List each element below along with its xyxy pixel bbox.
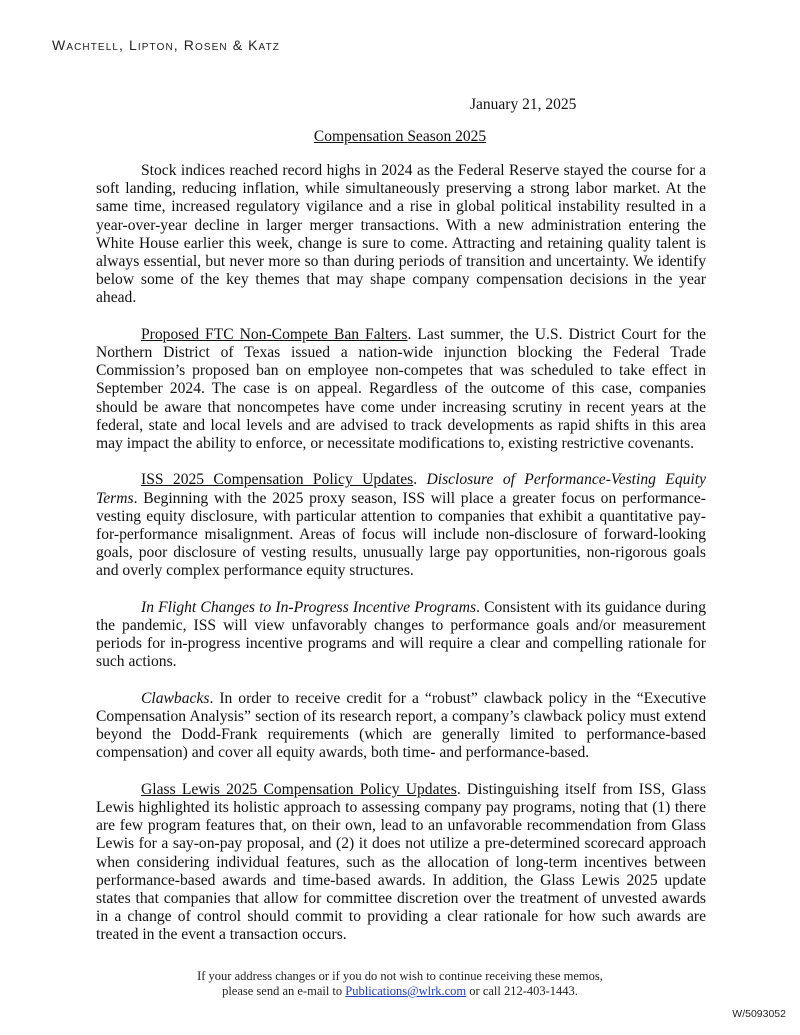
iss-heading: ISS 2025 Compensation Policy Updates (141, 471, 414, 489)
iss-paragraph (96, 471, 706, 580)
publications-email-link[interactable]: Publications@wlrk.com (345, 984, 467, 998)
ftc-paragraph (96, 326, 706, 453)
iss-subheading: Disclosure of Performance-Vesting Equity Terms (96, 471, 707, 507)
footer-line-1: If your address changes or if you do not wish to continue receiving these memos, (197, 969, 603, 983)
firm-name-header: Wachtell, Lipton, Rosen & Katz (52, 37, 280, 53)
memo-footer (0, 969, 800, 999)
memo-title-text: Compensation Season 2025 (313, 128, 487, 145)
inflight-body: . Consistent with its guidance during the pandemic, ISS will view unfavorably changes to performance goals and/or measurement periods for in-progress incentive programs and will require a clear and compelling rationale for such actions. (96, 598, 707, 671)
ftc-body: . Last summer, the U.S. District Court for the Northern District of Texas issued a nation-wide injunction blocking the Federal Trade Commission’s proposed ban on employee non-competes that was scheduled to take effect in September 2024. The case is on appeal. Regardless of the outcome of this case, companies should be aware that noncompetes have come under increasing scrutiny in recent years at the federal, state and local levels and are advised to track developments as rapid shifts in this area may impact the ability to enforce, or necessitate modifications to, existing restrictive covenants. (96, 325, 706, 453)
clawbacks-paragraph (96, 690, 706, 763)
ftc-heading: Proposed FTC Non-Compete Ban Falters (141, 325, 408, 343)
memo-body (96, 162, 706, 963)
footer-line-2-prefix: please send an e-mail to (222, 984, 346, 998)
glass-lewis-paragraph (96, 781, 706, 945)
memo-title (0, 128, 800, 146)
glass-lewis-heading: Glass Lewis 2025 Compensation Policy Updates (141, 780, 457, 798)
glass-lewis-body: . Distinguishing itself from ISS, Glass Lewis highlighted its holistic approach to assessing company pay programs, noting that (1) there are few program features that, on their own, lead to an unfavorable recommendation from Glass Lewis for a say-on-pay proposal, and (2) it does not utilize a pre-determined scorecard approach when considering individual features, such as the allocation of long-term incentives between performance-based awards and time-based awards. In addition, the Glass Lewis 2025 update states that companies that allow for committee discretion over the treatment of unvested awards in a change of control should commit to providing a clear rationale for how such awards are treated in the event a transaction occurs. (96, 780, 707, 944)
clawbacks-heading: Clawbacks (141, 689, 210, 707)
document-id: W/5093052 (732, 1008, 786, 1020)
iss-separator: . (413, 471, 427, 489)
inflight-paragraph (96, 599, 706, 672)
footer-line-2-suffix: or call 212-403-1443. (466, 984, 578, 998)
intro-paragraph: Stock indices reached record highs in 2024 as the Federal Reserve stayed the course for a soft landing, reducing inflation, while simultaneously preserving a strong labor market. At the same time, increased regulatory vigilance and a rise in global political instability resulted in a year-over-year decline in larger merger transactions. With a new administration entering the White House earlier this week, change is sure to come. Attracting and retaining quality talent is always essential, but never more so than during periods of transition and uncertainty. We identify below some of the key themes that may shape company compensation decisions in the year ahead. (96, 162, 706, 307)
clawbacks-body: . In order to receive credit for a “robust” clawback policy in the “Executive Compensation Analysis” section of its research report, a company’s clawback policy must extend beyond the Dodd-Frank requirements (which are generally limited to performance-based compensation) and cover all equity awards, both time- and performance-based. (96, 689, 706, 762)
memo-date: January 21, 2025 (470, 96, 577, 113)
inflight-heading: In Flight Changes to In-Progress Incentive Programs (141, 598, 477, 616)
iss-body: . Beginning with the 2025 proxy season, ISS will place a greater focus on performance-vesting equity disclosure, with particular attention to companies that exhibit a quantitative pay-for-performance misalignment. Areas of focus will include non-disclosure of forward-looking goals, poor disclosure of vesting results, unusually large pay opportunities, non-rigorous goals and overly complex performance equity structures. (96, 489, 706, 580)
footer-line-2 (0, 984, 800, 999)
